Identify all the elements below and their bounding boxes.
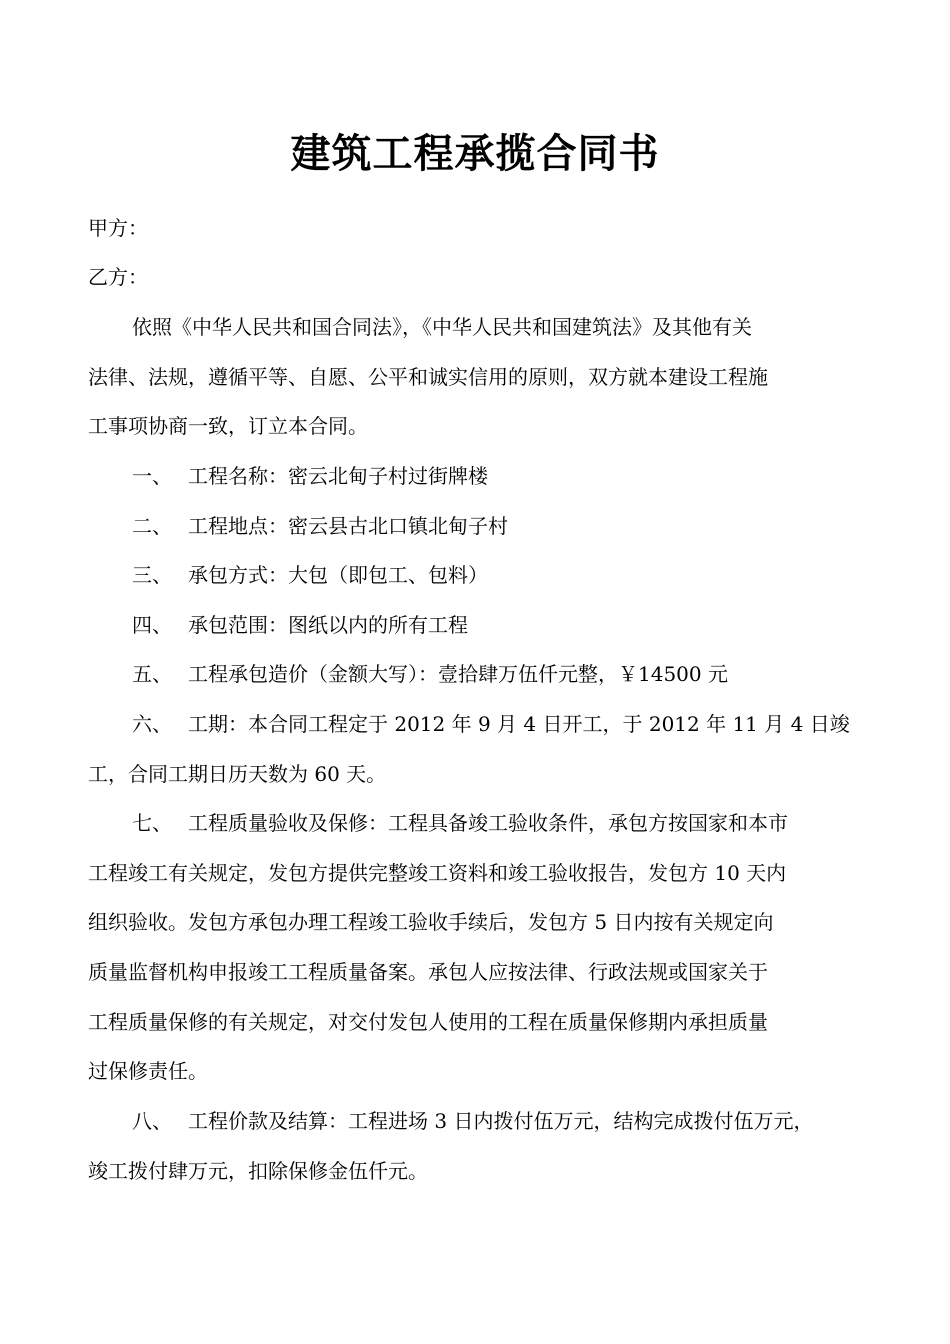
clause-number: 二、 bbox=[132, 514, 172, 538]
clause-number: 三、 bbox=[132, 563, 172, 587]
clause-2 bbox=[132, 512, 912, 540]
document-title: 建筑工程承揽合同书 bbox=[290, 130, 660, 177]
clause-text: 工期：本合同工程定于 2012 年 9 月 4 日开工，于 2012 年 11 月 4 日竣 bbox=[188, 712, 850, 736]
clause-5 bbox=[132, 660, 912, 688]
intro-line: 法律、法规，遵循平等、自愿、公平和诚实信用的原则，双方就本建设工程施 bbox=[88, 365, 768, 389]
clause-6 bbox=[132, 710, 912, 738]
clause-text: 工程价款及结算：工程进场 3 日内拨付伍万元，结构完成拨付伍万元， bbox=[188, 1109, 814, 1133]
clause-text: 工程质量验收及保修：工程具备竣工验收条件，承包方按国家和本市 bbox=[188, 811, 788, 835]
clause-7-continued: 工程竣工有关规定，发包方提供完整竣工资料和竣工验收报告，发包方 10 天内 bbox=[88, 861, 787, 885]
clause-7 bbox=[132, 809, 912, 837]
clause-number: 一、 bbox=[132, 464, 172, 488]
clause-7-continued: 质量监督机构申报竣工工程质量备案。承包人应按法律、行政法规或国家关于 bbox=[88, 960, 768, 984]
clause-3 bbox=[132, 561, 912, 589]
clause-text: 工程名称：密云北甸子村过街牌楼 bbox=[188, 464, 488, 488]
clause-8 bbox=[132, 1107, 912, 1135]
clause-number: 七、 bbox=[132, 811, 172, 835]
clause-text: 承包方式：大包（即包工、包料） bbox=[188, 563, 488, 587]
clause-number: 八、 bbox=[132, 1109, 172, 1133]
clause-number: 四、 bbox=[132, 613, 172, 637]
clause-number: 六、 bbox=[132, 712, 172, 736]
intro-line: 依照《中华人民共和国合同法》，《中华人民共和国建筑法》及其他有关 bbox=[132, 315, 752, 339]
clause-4 bbox=[132, 611, 912, 639]
clause-text: 工程承包造价（金额大写）：壹拾肆万伍仟元整，￥14500 元 bbox=[188, 662, 728, 686]
clause-text: 工程地点：密云县古北口镇北甸子村 bbox=[188, 514, 508, 538]
clause-6-continued: 工，合同工期日历天数为 60 天。 bbox=[88, 762, 387, 786]
clause-7-continued: 工程质量保修的有关规定，对交付发包人使用的工程在质量保修期内承担质量 bbox=[88, 1010, 768, 1034]
intro-line: 工事项协商一致，订立本合同。 bbox=[88, 414, 368, 438]
party-a-label: 甲方： bbox=[88, 216, 148, 240]
clause-7-continued: 组织验收。发包方承包办理工程竣工验收手续后，发包方 5 日内按有关规定向 bbox=[88, 910, 774, 934]
clause-number: 五、 bbox=[132, 662, 172, 686]
clause-text: 承包范围：图纸以内的所有工程 bbox=[188, 613, 468, 637]
party-b-label: 乙方： bbox=[88, 265, 148, 289]
clause-1 bbox=[132, 462, 912, 490]
clause-7-continued: 过保修责任。 bbox=[88, 1059, 208, 1083]
clause-8-continued: 竣工拨付肆万元，扣除保修金伍仟元。 bbox=[88, 1159, 428, 1183]
